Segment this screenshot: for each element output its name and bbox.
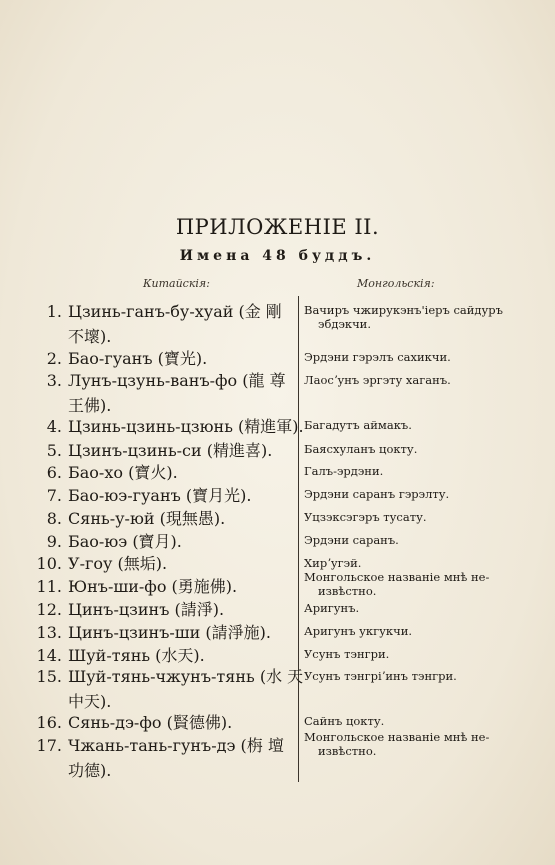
entry-number: 16. [36, 713, 62, 732]
entry-number: 4. [46, 417, 62, 436]
entry-number: 5. [46, 441, 62, 460]
column-divider [298, 296, 299, 782]
mongolian-name-continuation: эбдэкчи. [318, 317, 371, 331]
entry-number: 15. [36, 667, 62, 686]
mongolian-name: Баясхуланъ цокту. [304, 442, 418, 456]
chinese-name: У-гоу (無垢). [68, 554, 168, 573]
entry-number: 13. [36, 623, 62, 642]
mongolian-name: Монгольское названіе мнѣ не- [304, 730, 490, 744]
mongolian-name: Хирʼугэй. [304, 556, 362, 570]
chinese-name: Юнъ-ши-фо (勇施佛). [68, 577, 238, 596]
chinese-name: Цзинъ-цзинь-си (精進喜). [68, 441, 273, 460]
entry-number: 11. [36, 577, 62, 596]
chinese-name: Бао-юэ (寶月). [68, 532, 182, 551]
chinese-name: Бао-юэ-гуанъ (寶月光). [68, 486, 252, 505]
chinese-entry [30, 551, 292, 576]
mongolian-entry [304, 601, 524, 615]
entry-number: 10. [36, 554, 62, 573]
chinese-name-continuation: 王佛). [68, 396, 112, 415]
chinese-entry [30, 733, 292, 783]
chinese-entry [30, 483, 292, 508]
mongolian-column-header: Монгольскія: [357, 277, 435, 290]
mongolian-entry [304, 510, 524, 524]
entry-number: 17. [36, 736, 62, 755]
chinese-name: Чжань-тань-гунъ-дэ (栴 壇 [68, 736, 284, 755]
chinese-name-continuation: 不壞). [68, 327, 112, 346]
chinese-entry [30, 710, 292, 735]
mongolian-name: Багадутъ аймакъ. [304, 418, 412, 432]
entry-number: 6. [46, 463, 62, 482]
entry-number: 14. [36, 646, 62, 665]
chinese-name: Лунъ-цзунь-ванъ-фо (龍 尊 [68, 371, 286, 390]
entry-number: 2. [46, 349, 62, 368]
chinese-entry [30, 506, 292, 531]
entry-number: 3. [46, 371, 62, 390]
entry-number: 7. [46, 486, 62, 505]
mongolian-entry [304, 624, 524, 638]
entry-number: 9. [46, 532, 62, 551]
mongolian-entry [304, 556, 524, 570]
chinese-entry [30, 368, 292, 418]
chinese-entry [30, 460, 292, 485]
mongolian-entry [304, 464, 524, 478]
mongolian-name: Аригунъ укгукчи. [304, 624, 413, 638]
mongolian-name: Аригунъ. [304, 601, 360, 615]
mongolian-name: Эрдэни гэрэлъ сахикчи. [304, 350, 451, 364]
section-subtitle: Имена 48 буддъ. [179, 248, 376, 264]
mongolian-name-continuation: извѣстно. [318, 584, 377, 598]
mongolian-name: Сайнъ цокту. [304, 714, 385, 728]
mongolian-name: Галъ-эрдэни. [304, 464, 384, 478]
mongolian-entry [304, 714, 524, 728]
mongolian-name: Усунъ тэнгріʼинъ тэнгри. [304, 669, 457, 683]
mongolian-entry [304, 570, 524, 598]
chinese-entry [30, 620, 292, 645]
appendix-title: ПРИЛОЖЕНІЕ II. [175, 215, 380, 239]
chinese-entry [30, 597, 292, 622]
mongolian-name: Вачиръ чжирукэнъ'іеръ сайдуръ [304, 303, 503, 317]
chinese-name: Цинъ-цзинъ-ши (請淨施). [68, 623, 271, 642]
chinese-entry [30, 299, 292, 349]
chinese-name: Шуй-тянь-чжунъ-тянь (水 天 [68, 667, 304, 686]
mongolian-name: Монгольское названіе мнѣ не- [304, 570, 490, 584]
chinese-name-continuation: 功德). [68, 761, 112, 780]
mongolian-name: Лаосʼунъ эргэту хаганъ. [304, 373, 451, 387]
mongolian-entry [304, 487, 524, 501]
mongolian-entry [304, 418, 524, 432]
mongolian-entry [304, 669, 524, 683]
mongolian-entry [304, 373, 524, 387]
chinese-name: Сянь-дэ-фо (賢德佛). [68, 713, 233, 732]
mongolian-name: Эрдэни саранъ гэрэлту. [304, 487, 450, 501]
mongolian-entry [304, 442, 524, 456]
mongolian-entry [304, 647, 524, 661]
chinese-name: Бао-гуанъ (寶光). [68, 349, 208, 368]
chinese-name: Цзинь-цзинь-цзюнь (精進軍). [68, 417, 304, 436]
chinese-name: Бао-хо (寶火). [68, 463, 178, 482]
mongolian-entry [304, 350, 524, 364]
mongolian-name: Уцзэксэгэръ тусату. [304, 510, 427, 524]
entry-number: 12. [36, 600, 62, 619]
chinese-entry [30, 664, 304, 714]
entry-number: 1. [46, 302, 62, 321]
chinese-name: Цзинь-ганъ-бу-хуай (金 剛 [68, 302, 282, 321]
chinese-column-header: Китайскія: [143, 277, 210, 290]
chinese-entry [30, 414, 304, 439]
entry-number: 8. [46, 509, 62, 528]
chinese-name: Цинъ-цзинъ (請淨). [68, 600, 225, 619]
mongolian-name: Эрдэни саранъ. [304, 533, 399, 547]
mongolian-name: Усунъ тэнгри. [304, 647, 390, 661]
chinese-name: Сянь-у-юй (現無愚). [68, 509, 226, 528]
mongolian-entry [304, 730, 524, 758]
chinese-entry [30, 574, 292, 599]
mongolian-entry [304, 533, 524, 547]
mongolian-entry [304, 303, 524, 331]
chinese-name: Шуй-тянь (水天). [68, 646, 205, 665]
chinese-name-continuation: 中天). [68, 692, 112, 711]
mongolian-name-continuation: извѣстно. [318, 744, 377, 758]
